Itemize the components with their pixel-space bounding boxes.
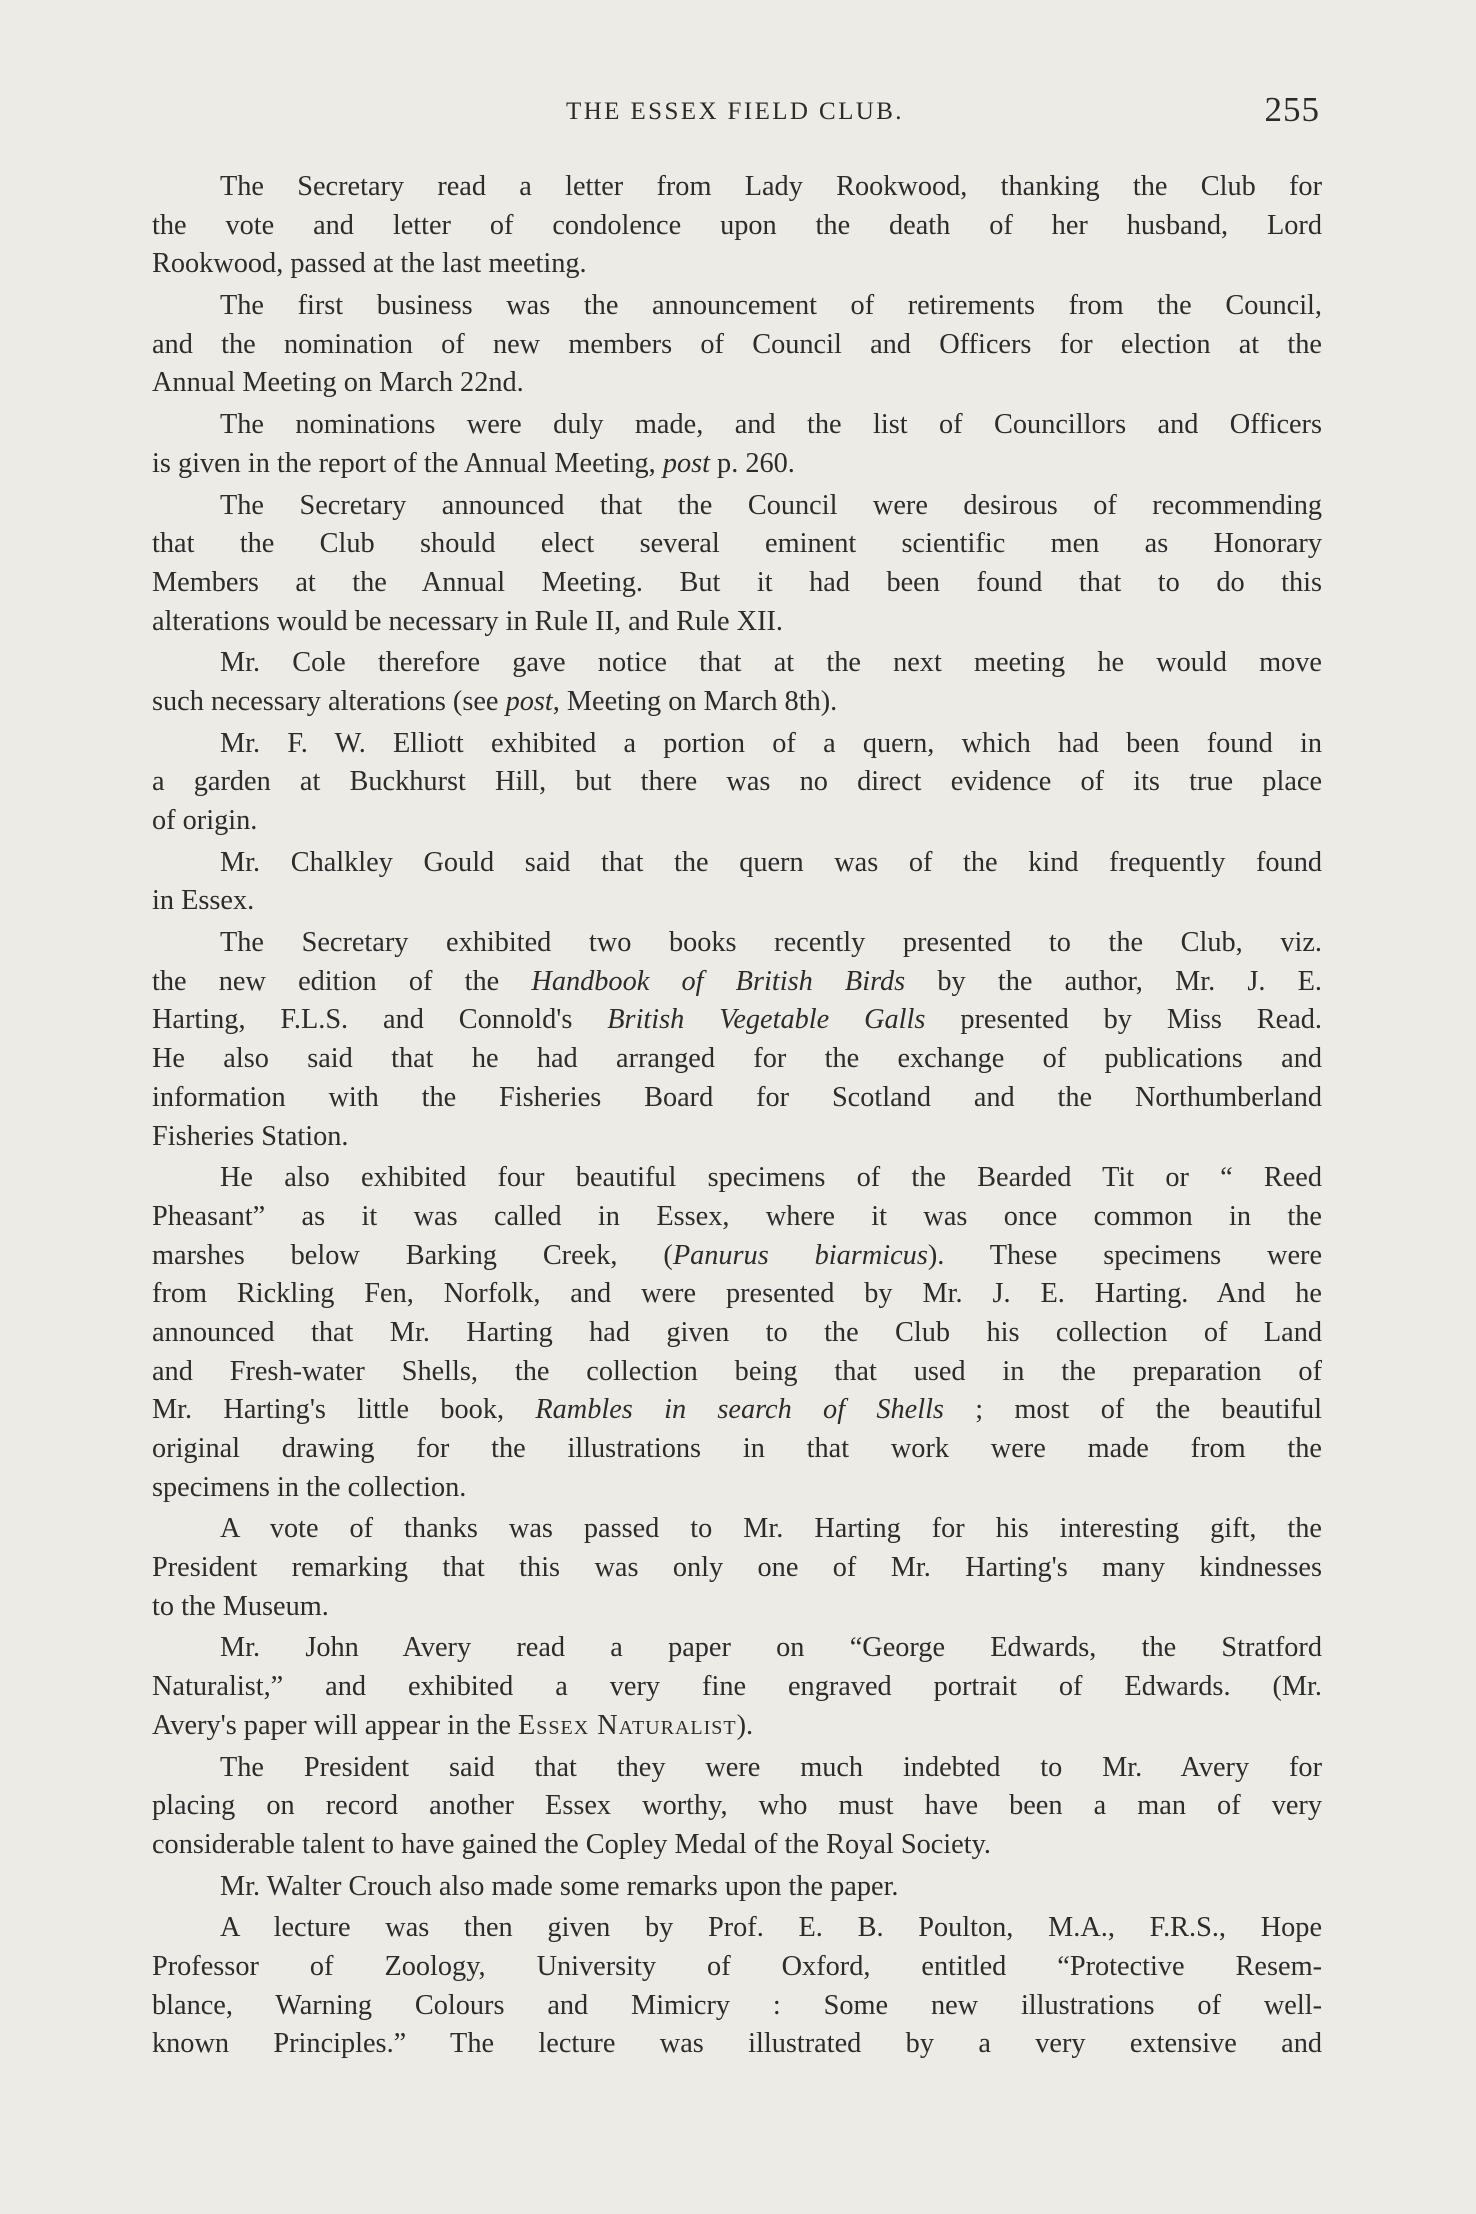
page-header (150, 92, 1320, 132)
text-line: Mr. Chalkley Gould said that the quern was of the kind frequently found (220, 846, 1322, 878)
text-line: He also said that he had arranged for the exchange of publications and (152, 1043, 1322, 1075)
paragraph (152, 1510, 1322, 1626)
paragraph (152, 725, 1322, 841)
text-line: is given in the report of the Annual Meeting, post p. 260. (152, 447, 795, 479)
page-number: 255 (1264, 90, 1320, 129)
text-line: that the Club should elect several eminent scientific men as Honorary (152, 528, 1322, 560)
text-line: specimens in the collection. (152, 1471, 467, 1503)
text-line: the new edition of the Handbook of British Birds by the author, Mr. J. E. (152, 965, 1322, 997)
text-line: Annual Meeting on March 22nd. (152, 367, 524, 399)
text-line: the vote and letter of condolence upon the death of her husband, Lord (152, 209, 1322, 241)
text-line: He also exhibited four beautiful specimens of the Bearded Tit or “ Reed (220, 1162, 1322, 1194)
text-line: alterations would be necessary in Rule II, and Rule XII. (152, 605, 783, 637)
running-head: THE ESSEX FIELD CLUB. (566, 98, 904, 125)
text-line: marshes below Barking Creek, (Panurus biarmicus). These specimens were (152, 1239, 1322, 1271)
text-line: Mr. Cole therefore gave notice that at the next meeting he would move (220, 647, 1322, 679)
text-line: a garden at Buckhurst Hill, but there was no direct evidence of its true place (152, 766, 1322, 798)
text-line: original drawing for the illustrations in that work were made from the (152, 1433, 1322, 1464)
text-line: of origin. (152, 805, 258, 836)
paragraph (152, 287, 1322, 403)
text-line: A lecture was then given by Prof. E. B. Poulton, M.A., F.R.S., Hope (220, 1912, 1322, 1944)
text-line: Rookwood, passed at the last meeting. (152, 248, 587, 280)
text-line: Mr. F. W. Elliott exhibited a portion of a quern, which had been found in (220, 727, 1322, 759)
paragraph (152, 644, 1322, 721)
text-line: to the Museum. (152, 1590, 329, 1622)
text-line: The Secretary exhibited two books recently presented to the Club, viz. (220, 927, 1322, 959)
text-line: Fisheries Station. (152, 1120, 349, 1152)
text-line: Mr. John Avery read a paper on “George Edwards, the Stratford (220, 1632, 1322, 1664)
text-line: announced that Mr. Harting had given to the Club his collection of Land (152, 1316, 1322, 1348)
text-line: Members at the Annual Meeting. But it had been found that to do this (152, 566, 1322, 598)
text-line: President remarking that this was only one of Mr. Harting's many kindnesses (152, 1552, 1322, 1584)
text-line: and Fresh-water Shells, the collection being that used in the preparation of (152, 1355, 1322, 1387)
text-line: considerable talent to have gained the Copley Medal of the Royal Society. (152, 1828, 991, 1860)
paragraph (152, 1159, 1322, 1507)
paragraph (152, 1868, 1322, 1907)
text-line: Harting, F.L.S. and Connold's British Vegetable Galls presented by Miss Read. (152, 1004, 1322, 1036)
text-line: The President said that they were much indebted to Mr. Avery for (220, 1751, 1322, 1783)
text-line: Mr. Walter Crouch also made some remarks upon the paper. (220, 1870, 899, 1902)
paragraph (152, 1749, 1322, 1865)
text-line: placing on record another Essex worthy, who must have been a man of very (152, 1790, 1322, 1822)
text-line: The first business was the announcement of retirements from the Council, (220, 290, 1322, 322)
paragraph (152, 1629, 1322, 1745)
text-line: The Secretary read a letter from Lady Rookwood, thanking the Club for (220, 171, 1322, 202)
text-line: known Principles.” The lecture was illustrated by a very extensive and (152, 2028, 1322, 2060)
paragraph (152, 924, 1322, 1156)
paragraph (152, 406, 1322, 483)
text-line: information with the Fisheries Board for Scotland and the Northumberland (152, 1081, 1322, 1113)
text-line: The Secretary announced that the Council were desirous of recommending (220, 489, 1322, 521)
text-line: Professor of Zoology, University of Oxford, entitled “Protective Resem- (152, 1950, 1322, 1982)
text-line: Mr. Harting's little book, Rambles in search of Shells ; most of the beautiful (152, 1394, 1322, 1426)
text-line: Naturalist,” and exhibited a very fine engraved portrait of Edwards. (Mr. (152, 1671, 1322, 1703)
text-line: such necessary alterations (see post, Meeting on March 8th). (152, 685, 838, 717)
text-line: and the nomination of new members of Council and Officers for election at the (152, 328, 1322, 360)
text-line: from Rickling Fen, Norfolk, and were presented by Mr. J. E. Harting. And he (152, 1278, 1322, 1310)
paragraph (152, 844, 1322, 921)
text-line: The nominations were duly made, and the list of Councillors and Officers (220, 409, 1322, 441)
body-text (152, 168, 1322, 2064)
text-line: Pheasant” as it was called in Essex, where it was once common in the (152, 1200, 1322, 1232)
text-line: in Essex. (152, 885, 255, 917)
paragraph (152, 487, 1322, 642)
text-line: Avery's paper will appear in the Essex Naturalist). (152, 1709, 754, 1741)
text-line: A vote of thanks was passed to Mr. Harting for his interesting gift, the (220, 1513, 1322, 1545)
paragraph (152, 1909, 1322, 2064)
paragraph (152, 168, 1322, 284)
text-line: blance, Warning Colours and Mimicry : Some new illustrations of well- (152, 1989, 1322, 2021)
